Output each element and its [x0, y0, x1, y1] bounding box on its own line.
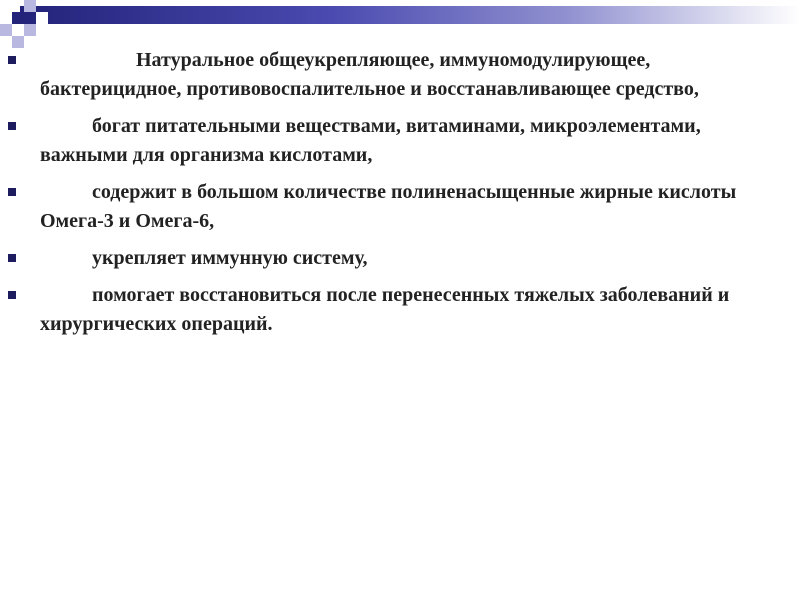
- list-item-text: богат питательными веществами, витаминами, микроэлементами, важными для организма кислотами,: [40, 115, 701, 166]
- decor-square: [0, 24, 12, 36]
- list-item: [0, 112, 800, 170]
- decor-square: [24, 24, 36, 36]
- bullet-square-icon: [8, 122, 16, 130]
- list-item: [0, 178, 800, 236]
- list-item-text: укрепляет иммунную систему,: [92, 247, 368, 269]
- bullet-square-icon: [8, 291, 16, 299]
- decor-square: [24, 0, 36, 12]
- list-item: [0, 46, 800, 104]
- list-item: [0, 281, 800, 339]
- decor-square: [12, 12, 24, 24]
- decor-square: [36, 12, 48, 24]
- bullet-square-icon: [8, 254, 16, 262]
- list-item-text: Натуральное общеукрепляющее, иммуномодулирующее, бактерицидное, противовоспалительное и восстанавливающее средство,: [40, 49, 699, 100]
- bullet-list: [0, 46, 800, 347]
- list-item-text: помогает восстановиться после перенесенных тяжелых заболеваний и хирургических операций.: [40, 284, 730, 335]
- list-item-text: содержит в большом количестве полиненасыщенные жирные кислоты Омега-3 и Омега-6,: [40, 181, 737, 232]
- decor-square: [0, 0, 12, 12]
- header-gradient-bar: [20, 6, 800, 24]
- bullet-square-icon: [8, 188, 16, 196]
- list-item: [0, 244, 800, 273]
- bullet-square-icon: [8, 56, 16, 64]
